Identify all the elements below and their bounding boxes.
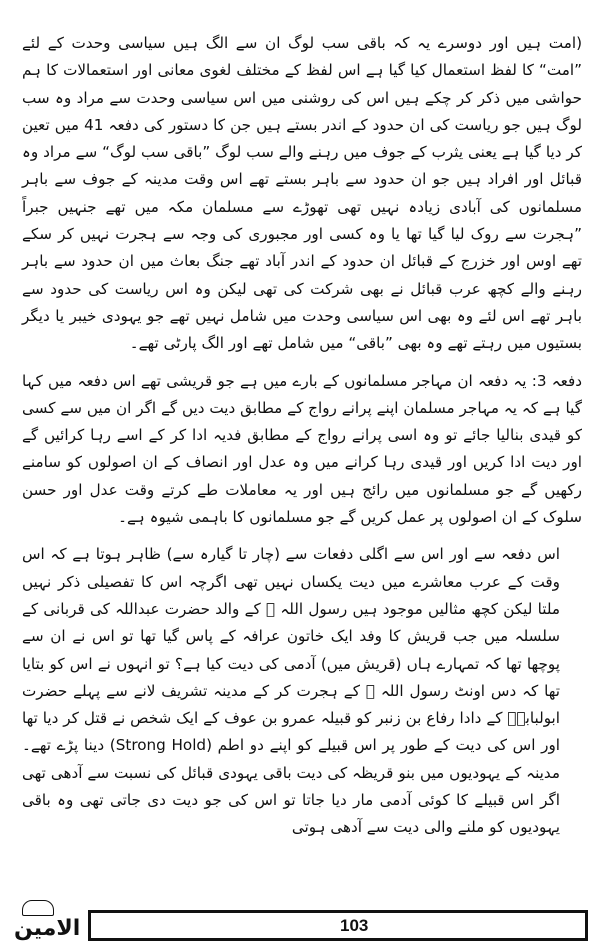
- paragraph-diyat-discussion: اس دفعہ سے اور اس سے اگلی دفعات سے (چار تا گیارہ سے) ظاہر ہوتا ہے کہ اس وقت کے عرب معاشرے میں دیت یکساں نہیں تھی اگرچہ اس کا تفصیلی ذکر نہیں ملتا لیکن کچھ مثالیں موجود ہیں رسول اللہ ﷺ کے والد حضرت عبداللہ کی قربانی کے سلسلہ میں جب قریش کا وفد ایک خاتون عرافہ کے پاس گیا تھا تو اس نے ان سے پوچھا تھا کہ تمہارے ہاں (قریش میں) آدمی کی دیت کیا ہے؟ تو انہوں نے اس کو بتایا تھا کہ دس اونٹ رسول اللہ ﷺ کے ہجرت کر کے مدینہ تشریف لانے سے پہلے حضرت ابولبابہؓ کے دادا رفاع بن زنبر کو قبیلہ عمرو بن عوف کے ایک شخص نے قتل کر دیا تھا اور اس کی دیت کے طور پر اس قبیلے کو اپنے دو اطم (Strong Hold) دینا پڑے تھے۔ مدینہ کے یہودیوں میں بنو قریظہ کی دیت باقی یہودی قبائل کی نسبت سے آدھی تھی اگر اس قبیلے کا کوئی آدمی مار دیا جاتا تو اس کی جو دیت دی جاتی تھی وہ باقی یہودیوں کو ملنے والی دیت سے آدھی ہوتی: [22, 545, 561, 837]
- logo-text: الامین: [14, 916, 81, 941]
- footer-frame: [88, 913, 588, 938]
- page-footer: [0, 896, 600, 952]
- publication-logo: [8, 898, 84, 948]
- paragraph-clause-3: دفعہ 3: یہ دفعہ ان مہاجر مسلمانوں کے بارے میں ہے جو قریشی تھے اس دفعہ میں کہا گیا ہے کہ یہ مہاجر مسلمان اپنے پرانے رواج کے مطابق دیت دیں گے اگر ان میں سے کسی کو قیدی بنالیا جائے تو وہ اسی پرانے رواج کے مطابق فدیہ ادا کر کے اسے رہا کرائیں گے اور دیت ادا کریں اور قیدی رہا کرانے میں وہ عدل اور انصاف کے ان اصولوں کو سامنے رکھیں گے جو مسلمانوں میں رائج ہیں اور یہ معاملات طے کرتے وقت عدل اور حسن سلوک کے ان اصولوں پر عمل کریں گے جو مسلمانوں کا باہمی شیوہ ہے۔: [22, 371, 583, 527]
- page-number: 103: [340, 916, 369, 935]
- footer-rule-bottom: [88, 938, 588, 941]
- paragraph-continuation: (امت ہیں اور دوسرے یہ کہ باقی سب لوگ ان سے الگ ہیں سیاسی وحدت کے لئے ”امت“ کا لفظ استعمال کیا گیا ہے اس لفظ کے مختلف لغوی معانی اور استعمالات کا ہم حواشی میں ذکر کر چکے ہیں اس کی روشنی میں اس سیاسی وحدت سے مراد وہ سب لوگ ہیں جو ریاست کی ان حدود کے اندر بستے ہیں جن کا دستور کی دفعہ 41 میں تعین کر دیا گیا ہے یعنی یثرب کے جوف میں رہنے والے سب لوگ ”باقی سب لوگ“ سے مراد وہ قبائل اور افراد ہیں جو ان حدود سے باہر بستے تھے اس وقت مدینہ کے جوف سے باہر مسلمانوں کی آبادی زیادہ نہیں تھی تھوڑے سے مسلمان مکہ میں تھے جنہیں جبراً ”ہجرت سے روک لیا گیا تھا یا وہ کسی اور مجبوری کی وجہ سے ہجرت نہیں کر سکے تھے اوس اور خزرج کے قبائل ان حدود کے اندر آباد تھے جنگ بعاث میں ان حدود سے باہر رہنے والے کچھ عرب قبائل نے بھی شرکت کی تھی لیکن وہ اس ریاست کی حدود سے باہر تھے اس لئے وہ بھی اس سیاسی وحدت میں شامل نہیں تھے جو یہودی خیبر یا دیگر بستیوں میں رہتے تھے وہ بھی ”باقی“ میں شامل تھے اور الگ پارٹی تھے۔: [22, 34, 582, 353]
- logo-emblem-icon: [22, 900, 54, 916]
- body-text: [22, 30, 582, 842]
